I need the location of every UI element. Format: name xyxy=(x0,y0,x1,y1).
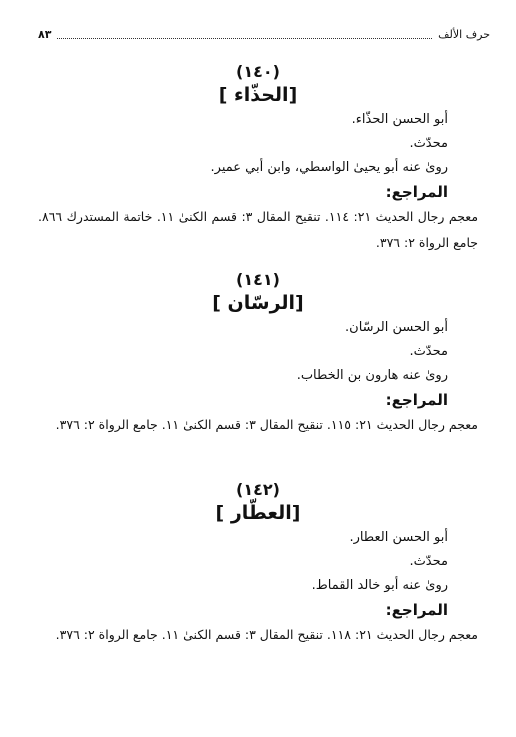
entry-heading: [الحذّاء ] xyxy=(218,84,298,106)
entry-name: أبو الحسن الحذّاء. xyxy=(351,112,448,127)
entry-heading: [الرسّان ] xyxy=(212,292,304,314)
references-text: معجم رجال الحديث ٢١: ١١٨. تنقيح المقال ٣: قسم الكنىٰ ١١. جامع الرواة ٢: ٣٧٦. xyxy=(55,627,478,642)
entry-140 xyxy=(38,62,478,256)
entry-narrators: روىٰ عنه أبو خالد القماط. xyxy=(311,578,448,593)
entry-number: (١٤١) xyxy=(236,270,280,289)
references-text: معجم رجال الحديث ٢١: ١١٥. تنقيح المقال ٣: قسم الكنىٰ ١١. جامع الرواة ٢: ٣٧٦. xyxy=(55,417,478,432)
entry-status: محدّث. xyxy=(409,136,448,151)
references-text: معجم رجال الحديث ٢١: ١١٤. تنقيح المقال ٣: قسم الكنىٰ ١١. خاتمة المستدرك ٨٦٦. جامع الرواة ٢: ٣٧٦. xyxy=(38,209,479,250)
entry-narrators: روىٰ عنه أبو يحيىٰ الواسطي، وابن أبي عمير. xyxy=(210,160,448,175)
entry-141 xyxy=(38,270,478,438)
chapter-title: حرف الألف xyxy=(438,27,490,41)
entry-142 xyxy=(38,480,478,648)
dotted-leader xyxy=(57,38,432,39)
entry-status: محدّث. xyxy=(409,554,448,569)
entry-narrators: روىٰ عنه هارون بن الخطاب. xyxy=(296,368,448,383)
entry-status: محدّث. xyxy=(409,344,448,359)
running-head xyxy=(38,26,490,42)
entry-heading: [العطّار ] xyxy=(215,502,301,524)
entry-name: أبو الحسن الرسّان. xyxy=(345,320,448,335)
entry-number: (١٤٢) xyxy=(236,480,280,499)
references-label: المراجع: xyxy=(385,601,448,619)
references-label: المراجع: xyxy=(385,391,448,409)
references-label: المراجع: xyxy=(385,183,448,201)
entry-name: أبو الحسن العطار. xyxy=(349,530,448,545)
page-number: ٨٣ xyxy=(38,27,52,41)
entry-number: (١٤٠) xyxy=(236,62,280,81)
